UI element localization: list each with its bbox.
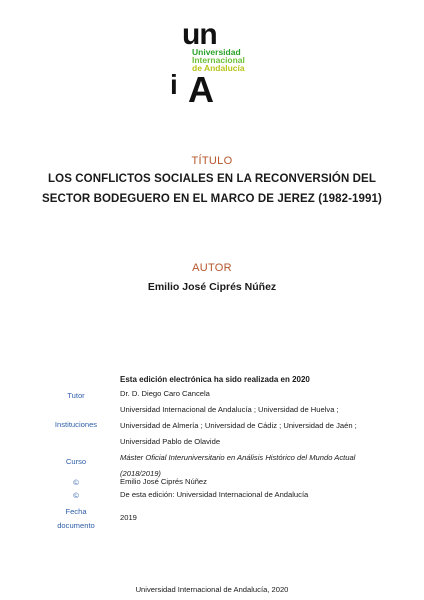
logo-un: un	[182, 18, 217, 51]
instituciones-line-1: Universidad Internacional de Andalucía ; Universidad de Huelva ;	[120, 405, 339, 414]
fecha-label-2: documento	[57, 521, 95, 530]
copyright-author: Emilio José Ciprés Núñez	[120, 477, 207, 486]
author-label: AUTOR	[192, 262, 232, 274]
footer: Universidad Internacional de Andalucía, 2020	[135, 585, 289, 594]
copyright-edition: De esta edición: Universidad Internacional de Andalucía	[120, 490, 309, 499]
title-line-2: SECTOR BODEGUERO EN EL MARCO DE JEREZ (1982-1991)	[42, 193, 382, 205]
title-line-1: LOS CONFLICTOS SOCIALES EN LA RECONVERSIÓN DEL	[48, 173, 376, 185]
instituciones-line-3: Universidad Pablo de Olavide	[120, 437, 221, 446]
tutor-label: Tutor	[67, 391, 85, 400]
logo-line-2: Internacional	[192, 55, 245, 65]
edition-note: Esta edición electrónica ha sido realizada en 2020	[120, 375, 310, 384]
instituciones-label: Instituciones	[54, 420, 98, 429]
fecha-value: 2019	[120, 513, 137, 522]
curso-label: Curso	[65, 457, 87, 466]
copyright-symbol-2: ©	[73, 491, 79, 500]
logo-line-1: Universidad	[192, 47, 241, 57]
logo-A: A	[188, 69, 214, 110]
instituciones-line-2: Universidad de Almería ; Universidad de Cádiz ; Universidad de Jaén ;	[120, 421, 357, 430]
title-label: TÍTULO	[191, 155, 233, 167]
tutor-value: Dr. D. Diego Caro Cancela	[120, 389, 210, 398]
author-name: Emilio José Ciprés Núñez	[147, 281, 277, 293]
curso-line-1: Máster Oficial Interuniversitario en Análisis Histórico del Mundo Actual	[120, 453, 356, 462]
curso-line-2: (2018/2019)	[120, 469, 161, 478]
unia-logo	[172, 20, 262, 108]
fecha-label-1: Fecha	[65, 507, 87, 516]
logo-line-3: de Andalucía	[192, 63, 245, 73]
copyright-symbol-1: ©	[73, 478, 79, 487]
logo-i: i	[170, 69, 178, 100]
